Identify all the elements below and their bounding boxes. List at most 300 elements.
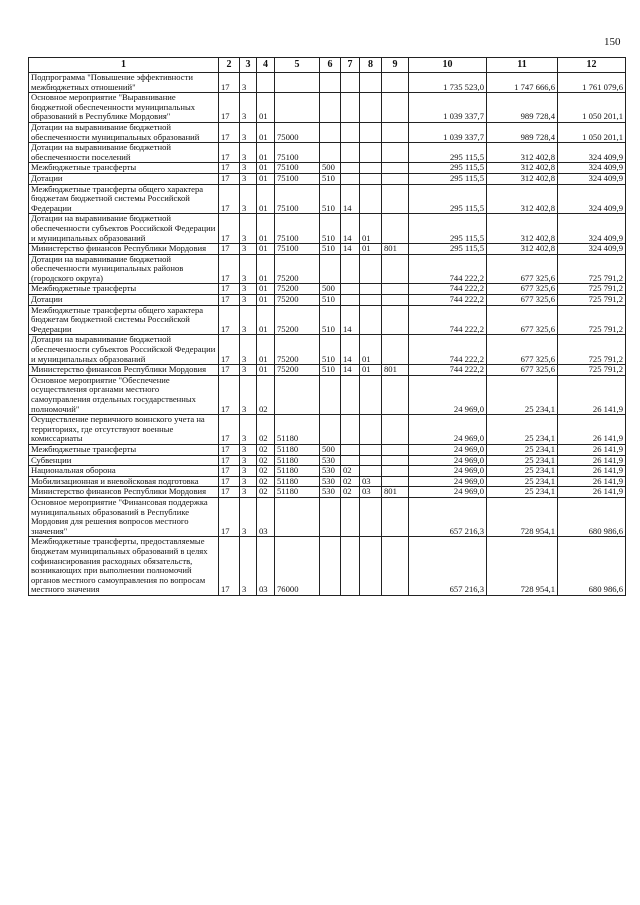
amount-col12: 725 791,2 — [558, 365, 626, 376]
code-grbs — [382, 214, 409, 244]
code-section: 14 — [341, 244, 360, 255]
row-name: Основное мероприятие "Выравнивание бюджетной обеспеченности муниципальных образований в Республике Мордовия" — [29, 93, 219, 123]
code-subsection — [360, 466, 382, 477]
code-vr: 500 — [320, 163, 341, 174]
row-name: Дотации — [29, 173, 219, 184]
code-grbs: 801 — [382, 365, 409, 376]
code-vr: 510 — [320, 214, 341, 244]
code-gp: 17 — [219, 335, 240, 365]
amount-col12: 26 141,9 — [558, 415, 626, 445]
code-grbs: 801 — [382, 487, 409, 498]
code-pp: 3 — [240, 497, 257, 536]
amount-col11: 728 954,1 — [487, 497, 558, 536]
code-grbs — [382, 73, 409, 93]
code-section — [341, 163, 360, 174]
code-om: 01 — [257, 163, 275, 174]
code-grbs — [382, 476, 409, 487]
code-om: 02 — [257, 415, 275, 445]
row-name: Межбюджетные трансферты — [29, 163, 219, 174]
code-pp: 3 — [240, 184, 257, 214]
amount-col12: 26 141,9 — [558, 444, 626, 455]
code-vr: 500 — [320, 444, 341, 455]
code-grbs — [382, 455, 409, 466]
code-grbs — [382, 295, 409, 306]
code-section — [341, 93, 360, 123]
code-pp: 3 — [240, 466, 257, 477]
code-om: 02 — [257, 487, 275, 498]
code-pp: 3 — [240, 93, 257, 123]
code-subsection — [360, 444, 382, 455]
code-section — [341, 497, 360, 536]
column-header: 6 — [320, 58, 341, 73]
table-row — [29, 487, 626, 498]
code-vr — [320, 73, 341, 93]
code-gp: 17 — [219, 497, 240, 536]
amount-col10: 295 115,5 — [409, 244, 487, 255]
amount-col11: 989 728,4 — [487, 93, 558, 123]
code-vr: 530 — [320, 487, 341, 498]
code-om: 01 — [257, 284, 275, 295]
amount-col11: 312 402,8 — [487, 214, 558, 244]
code-section — [341, 143, 360, 163]
code-vr: 510 — [320, 335, 341, 365]
code-om: 01 — [257, 244, 275, 255]
amount-col11: 25 234,1 — [487, 487, 558, 498]
amount-col12: 725 791,2 — [558, 295, 626, 306]
amount-col11: 677 325,6 — [487, 335, 558, 365]
code-direction: 75200 — [275, 365, 320, 376]
code-om: 01 — [257, 143, 275, 163]
code-vr: 530 — [320, 476, 341, 487]
amount-col11: 312 402,8 — [487, 244, 558, 255]
code-subsection: 03 — [360, 476, 382, 487]
code-grbs — [382, 497, 409, 536]
table-row — [29, 214, 626, 244]
code-gp: 17 — [219, 284, 240, 295]
code-gp: 17 — [219, 487, 240, 498]
code-om: 01 — [257, 184, 275, 214]
code-gp: 17 — [219, 244, 240, 255]
code-section: 14 — [341, 305, 360, 335]
code-section — [341, 415, 360, 445]
code-vr: 510 — [320, 173, 341, 184]
code-pp: 3 — [240, 487, 257, 498]
code-direction: 75100 — [275, 214, 320, 244]
amount-col10: 1 735 523,0 — [409, 73, 487, 93]
code-pp: 3 — [240, 163, 257, 174]
code-direction: 75100 — [275, 143, 320, 163]
amount-col11: 677 325,6 — [487, 284, 558, 295]
code-section: 14 — [341, 184, 360, 214]
amount-col12: 26 141,9 — [558, 375, 626, 414]
code-grbs — [382, 143, 409, 163]
table-row — [29, 335, 626, 365]
amount-col11: 1 747 666,6 — [487, 73, 558, 93]
code-section: 02 — [341, 466, 360, 477]
code-om: 01 — [257, 122, 275, 142]
amount-col10: 1 039 337,7 — [409, 93, 487, 123]
code-direction: 75100 — [275, 173, 320, 184]
code-pp: 3 — [240, 254, 257, 284]
table-row — [29, 73, 626, 93]
code-pp: 3 — [240, 173, 257, 184]
amount-col10: 657 216,3 — [409, 497, 487, 536]
row-name: Дотации на выравнивание бюджетной обеспеченности субъектов Российской Федерации и муниципальных образований — [29, 214, 219, 244]
amount-col12: 26 141,9 — [558, 466, 626, 477]
code-pp: 3 — [240, 214, 257, 244]
code-direction: 75100 — [275, 244, 320, 255]
amount-col11: 312 402,8 — [487, 163, 558, 174]
code-grbs — [382, 375, 409, 414]
code-om: 03 — [257, 537, 275, 596]
row-name: Дотации — [29, 295, 219, 306]
code-direction — [275, 497, 320, 536]
code-grbs — [382, 184, 409, 214]
amount-col10: 744 222,2 — [409, 335, 487, 365]
code-vr: 510 — [320, 244, 341, 255]
code-vr — [320, 375, 341, 414]
table-row — [29, 295, 626, 306]
code-gp: 17 — [219, 254, 240, 284]
row-name: Министерство финансов Республики Мордовия — [29, 365, 219, 376]
page-number: 150 — [604, 36, 621, 48]
code-grbs — [382, 122, 409, 142]
column-header: 3 — [240, 58, 257, 73]
code-om: 01 — [257, 173, 275, 184]
amount-col11: 312 402,8 — [487, 173, 558, 184]
table-row — [29, 184, 626, 214]
row-name: Межбюджетные трансферты общего характера бюджетам бюджетной системы Российской Федерации — [29, 184, 219, 214]
code-subsection — [360, 415, 382, 445]
code-subsection — [360, 455, 382, 466]
code-gp: 17 — [219, 122, 240, 142]
code-direction: 51180 — [275, 476, 320, 487]
row-name: Осуществление первичного воинского учета на территориях, где отсутствуют военные комиссариаты — [29, 415, 219, 445]
amount-col10: 24 969,0 — [409, 415, 487, 445]
row-name: Мобилизационная и вневойсковая подготовка — [29, 476, 219, 487]
code-grbs — [382, 415, 409, 445]
amount-col12: 324 409,9 — [558, 163, 626, 174]
amount-col10: 24 969,0 — [409, 375, 487, 414]
code-vr: 510 — [320, 295, 341, 306]
code-pp: 3 — [240, 284, 257, 295]
code-subsection — [360, 537, 382, 596]
code-om: 02 — [257, 444, 275, 455]
amount-col10: 744 222,2 — [409, 305, 487, 335]
amount-col10: 24 969,0 — [409, 466, 487, 477]
code-subsection — [360, 497, 382, 536]
code-grbs — [382, 163, 409, 174]
code-vr — [320, 537, 341, 596]
amount-col10: 1 039 337,7 — [409, 122, 487, 142]
table-row — [29, 466, 626, 477]
code-gp: 17 — [219, 93, 240, 123]
row-name: Межбюджетные трансферты, предоставляемые бюджетам муниципальных образований в целях софинансирования расходных обязательств, возникающих при выполнении полномочий органов местного самоуправления по вопросам местного значения — [29, 537, 219, 596]
code-section: 14 — [341, 335, 360, 365]
code-direction: 75200 — [275, 284, 320, 295]
code-subsection — [360, 143, 382, 163]
code-direction: 75100 — [275, 184, 320, 214]
code-gp: 17 — [219, 295, 240, 306]
row-name: Министерство финансов Республики Мордовия — [29, 487, 219, 498]
row-name: Дотации на выравнивание бюджетной обеспеченности муниципальных образований — [29, 122, 219, 142]
amount-col10: 744 222,2 — [409, 365, 487, 376]
code-vr — [320, 415, 341, 445]
code-section — [341, 537, 360, 596]
code-vr — [320, 143, 341, 163]
code-direction: 51180 — [275, 444, 320, 455]
code-grbs — [382, 93, 409, 123]
code-gp: 17 — [219, 184, 240, 214]
code-vr — [320, 93, 341, 123]
row-name: Субвенции — [29, 455, 219, 466]
code-om: 02 — [257, 466, 275, 477]
table-row — [29, 365, 626, 376]
code-gp: 17 — [219, 173, 240, 184]
code-grbs — [382, 284, 409, 295]
code-section: 02 — [341, 476, 360, 487]
amount-col12: 1 050 201,1 — [558, 122, 626, 142]
column-header: 2 — [219, 58, 240, 73]
code-section — [341, 73, 360, 93]
amount-col10: 24 969,0 — [409, 444, 487, 455]
code-vr — [320, 497, 341, 536]
table-row — [29, 476, 626, 487]
code-gp: 17 — [219, 375, 240, 414]
code-section — [341, 284, 360, 295]
code-vr: 530 — [320, 455, 341, 466]
amount-col11: 677 325,6 — [487, 365, 558, 376]
amount-col11: 677 325,6 — [487, 254, 558, 284]
code-pp: 3 — [240, 335, 257, 365]
code-section — [341, 254, 360, 284]
row-name: Межбюджетные трансферты — [29, 444, 219, 455]
column-header: 4 — [257, 58, 275, 73]
amount-col12: 725 791,2 — [558, 335, 626, 365]
code-subsection — [360, 254, 382, 284]
table-row — [29, 537, 626, 596]
code-om: 01 — [257, 214, 275, 244]
table-row — [29, 455, 626, 466]
amount-col11: 728 954,1 — [487, 537, 558, 596]
code-subsection: 01 — [360, 244, 382, 255]
code-pp: 3 — [240, 375, 257, 414]
code-grbs — [382, 305, 409, 335]
code-om: 01 — [257, 365, 275, 376]
row-name: Основное мероприятие "Обеспечение осуществления органами местного самоуправления отдельных государственных полномочий" — [29, 375, 219, 414]
code-gp: 17 — [219, 143, 240, 163]
code-pp: 3 — [240, 305, 257, 335]
table-row — [29, 415, 626, 445]
code-direction: 76000 — [275, 537, 320, 596]
row-name: Министерство финансов Республики Мордовия — [29, 244, 219, 255]
code-vr: 510 — [320, 305, 341, 335]
amount-col12: 1 050 201,1 — [558, 93, 626, 123]
code-subsection — [360, 375, 382, 414]
code-subsection: 03 — [360, 487, 382, 498]
amount-col12: 680 986,6 — [558, 537, 626, 596]
amount-col10: 295 115,5 — [409, 184, 487, 214]
code-section — [341, 295, 360, 306]
code-om: 01 — [257, 335, 275, 365]
amount-col12: 324 409,9 — [558, 173, 626, 184]
code-grbs — [382, 173, 409, 184]
code-vr: 530 — [320, 466, 341, 477]
code-pp: 3 — [240, 143, 257, 163]
code-subsection: 01 — [360, 335, 382, 365]
code-gp: 17 — [219, 163, 240, 174]
code-grbs — [382, 335, 409, 365]
code-direction — [275, 73, 320, 93]
code-om: 02 — [257, 455, 275, 466]
code-om: 01 — [257, 295, 275, 306]
code-vr: 510 — [320, 184, 341, 214]
code-gp: 17 — [219, 444, 240, 455]
code-direction: 51180 — [275, 466, 320, 477]
amount-col10: 744 222,2 — [409, 295, 487, 306]
amount-col10: 295 115,5 — [409, 143, 487, 163]
code-pp: 3 — [240, 295, 257, 306]
code-om — [257, 73, 275, 93]
budget-table — [28, 57, 626, 596]
amount-col12: 1 761 079,6 — [558, 73, 626, 93]
code-section — [341, 455, 360, 466]
amount-col11: 25 234,1 — [487, 444, 558, 455]
amount-col11: 25 234,1 — [487, 476, 558, 487]
code-subsection: 01 — [360, 214, 382, 244]
table-row — [29, 497, 626, 536]
code-subsection: 01 — [360, 365, 382, 376]
code-subsection — [360, 163, 382, 174]
code-subsection — [360, 305, 382, 335]
code-pp: 3 — [240, 122, 257, 142]
code-grbs — [382, 466, 409, 477]
row-name: Межбюджетные трансферты общего характера бюджетам бюджетной системы Российской Федерации — [29, 305, 219, 335]
table-row — [29, 375, 626, 414]
amount-col11: 25 234,1 — [487, 375, 558, 414]
code-pp: 3 — [240, 365, 257, 376]
amount-col11: 989 728,4 — [487, 122, 558, 142]
amount-col10: 295 115,5 — [409, 173, 487, 184]
amount-col10: 744 222,2 — [409, 284, 487, 295]
code-pp: 3 — [240, 455, 257, 466]
code-gp: 17 — [219, 537, 240, 596]
code-section: 02 — [341, 487, 360, 498]
amount-col10: 24 969,0 — [409, 476, 487, 487]
row-name: Дотации на выравнивание бюджетной обеспеченности муниципальных районов (городского округа) — [29, 254, 219, 284]
code-vr: 500 — [320, 284, 341, 295]
amount-col10: 24 969,0 — [409, 487, 487, 498]
code-om: 01 — [257, 254, 275, 284]
amount-col12: 725 791,2 — [558, 305, 626, 335]
amount-col12: 324 409,9 — [558, 184, 626, 214]
code-vr — [320, 122, 341, 142]
code-section: 14 — [341, 365, 360, 376]
code-direction: 51180 — [275, 487, 320, 498]
row-name: Основное мероприятие "Финансовая поддержка муниципальных образований в Республике Мордовия для решения вопросов местного значения" — [29, 497, 219, 536]
code-direction — [275, 93, 320, 123]
row-name: Дотации на выравнивание бюджетной обеспеченности поселений — [29, 143, 219, 163]
code-pp: 3 — [240, 73, 257, 93]
table-row — [29, 305, 626, 335]
amount-col11: 25 234,1 — [487, 466, 558, 477]
table-row — [29, 163, 626, 174]
code-direction: 75200 — [275, 335, 320, 365]
code-subsection — [360, 93, 382, 123]
amount-col12: 26 141,9 — [558, 487, 626, 498]
code-pp: 3 — [240, 244, 257, 255]
code-om: 01 — [257, 305, 275, 335]
code-section — [341, 444, 360, 455]
code-subsection — [360, 173, 382, 184]
code-gp: 17 — [219, 466, 240, 477]
table-row — [29, 254, 626, 284]
amount-col12: 26 141,9 — [558, 455, 626, 466]
column-header: 1 — [29, 58, 219, 73]
amount-col10: 744 222,2 — [409, 254, 487, 284]
code-pp: 3 — [240, 537, 257, 596]
code-direction: 75200 — [275, 305, 320, 335]
amount-col11: 312 402,8 — [487, 184, 558, 214]
code-grbs — [382, 444, 409, 455]
column-header: 5 — [275, 58, 320, 73]
amount-col10: 295 115,5 — [409, 163, 487, 174]
code-gp: 17 — [219, 305, 240, 335]
amount-col10: 657 216,3 — [409, 537, 487, 596]
code-pp: 3 — [240, 444, 257, 455]
table-row — [29, 93, 626, 123]
amount-col11: 25 234,1 — [487, 415, 558, 445]
code-section — [341, 375, 360, 414]
code-subsection — [360, 284, 382, 295]
amount-col12: 26 141,9 — [558, 476, 626, 487]
table-header-row — [29, 58, 626, 73]
amount-col12: 725 791,2 — [558, 284, 626, 295]
code-section — [341, 122, 360, 142]
amount-col12: 725 791,2 — [558, 254, 626, 284]
amount-col10: 295 115,5 — [409, 214, 487, 244]
column-header: 12 — [558, 58, 626, 73]
column-header: 9 — [382, 58, 409, 73]
code-gp: 17 — [219, 455, 240, 466]
code-direction: 75200 — [275, 295, 320, 306]
table-row — [29, 143, 626, 163]
code-om: 01 — [257, 93, 275, 123]
code-direction: 75000 — [275, 122, 320, 142]
code-om: 03 — [257, 497, 275, 536]
code-om: 02 — [257, 476, 275, 487]
code-gp: 17 — [219, 365, 240, 376]
code-vr — [320, 254, 341, 284]
code-subsection — [360, 184, 382, 214]
code-subsection — [360, 122, 382, 142]
table-row — [29, 122, 626, 142]
code-vr: 510 — [320, 365, 341, 376]
code-grbs: 801 — [382, 244, 409, 255]
column-header: 10 — [409, 58, 487, 73]
code-gp: 17 — [219, 73, 240, 93]
code-gp: 17 — [219, 415, 240, 445]
row-name: Межбюджетные трансферты — [29, 284, 219, 295]
amount-col11: 677 325,6 — [487, 305, 558, 335]
code-subsection — [360, 295, 382, 306]
code-pp: 3 — [240, 415, 257, 445]
code-direction — [275, 375, 320, 414]
code-section — [341, 173, 360, 184]
table-row — [29, 444, 626, 455]
column-header: 7 — [341, 58, 360, 73]
code-direction: 75100 — [275, 163, 320, 174]
